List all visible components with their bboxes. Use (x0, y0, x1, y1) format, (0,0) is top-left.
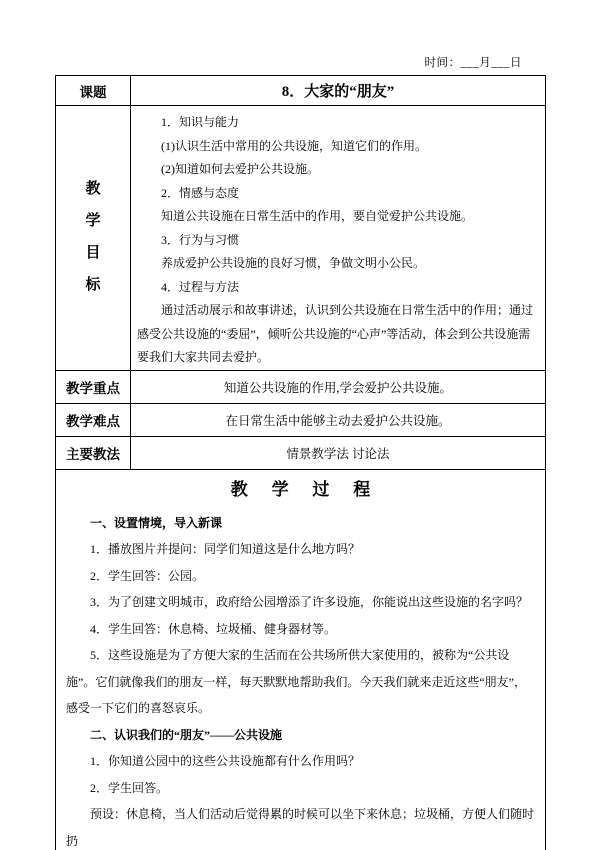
topic-row (56, 76, 546, 106)
key-points-label: 教学重点 (56, 370, 131, 403)
process-paragraph: 2．学生回答：公园。 (90, 568, 205, 583)
time-field: 时间：___月___日 (424, 57, 522, 69)
objectives-label (56, 106, 131, 371)
methods-row (56, 436, 546, 469)
objective-line: 3．行为与习惯 (161, 232, 240, 247)
process-paragraph: 2．学生回答。 (90, 780, 169, 795)
objective-line: 养成爱护公共设施的良好习惯，争做文明小公民。 (161, 256, 426, 270)
difficulties-row (56, 403, 546, 436)
key-points-row (56, 370, 546, 403)
difficulties-label: 教学难点 (56, 403, 131, 436)
objectives-label-stack (56, 182, 130, 293)
process-paragraph: 4．学生回答：休息椅、垃圾桶、健身器材等。 (90, 621, 337, 636)
objectives-row (56, 106, 546, 371)
objectives-label-char: 学 (85, 213, 101, 230)
process-heading: 教学过程 (230, 479, 394, 499)
objective-line: 1．知识与能力 (161, 115, 240, 129)
objective-line: (1)认识生活中常用的公共设施，知道它们的作用。 (161, 138, 427, 153)
difficulties-value: 在日常生活中能够主动去爱护公共设施。 (131, 403, 546, 436)
key-points-value: 知道公共设施的作用,学会爱护公共设施。 (131, 370, 546, 403)
process-paragraph: 预设：休息椅，当人们活动后觉得累的时候可以坐下来休息；垃圾桶，方便人们随时扔 (66, 807, 535, 848)
methods-label: 主要教法 (56, 436, 131, 469)
process-paragraph: 一、设置情境，导入新课 (90, 515, 223, 530)
objectives-label-char: 目 (85, 245, 101, 262)
objective-line: 知道公共设施在日常生活中的作用，要自觉爱护公共设施。 (161, 209, 474, 223)
lesson-plan-table (55, 75, 546, 850)
lesson-title: 8．大家的“朋友” (131, 76, 546, 106)
topic-label: 课题 (56, 76, 131, 106)
process-paragraph: 二、认识我们的“朋友”——公共设施 (90, 727, 283, 742)
process-row (56, 469, 546, 850)
objective-line: 通过活动展示和故事讲述，认识到公共设施在日常生活中的作用；通过感受公共设施的“委屈”，倾听公共设施的“心声”等活动，体会到公共设施需要我们大家共同去爱护。 (137, 303, 534, 364)
process-paragraph: 1．你知道公园中的这些公共设施都有什么作用吗？ (90, 754, 361, 768)
process-section (56, 469, 546, 850)
methods-value: 情景教学法 讨论法 (131, 436, 546, 469)
process-paragraph: 5．这些设施是为了方便大家的生活而在公共场所供大家使用的，被称为“公共设施”。它们就像我们的朋友一样，每天默默地帮助我们。今天我们就来走近这些“朋友”，感受一下它们的喜怒哀乐。 (66, 648, 526, 715)
process-paragraph: 1．播放图片并提问：同学们知道这是什么地方吗？ (90, 542, 361, 556)
objective-line: 2．情感与态度 (161, 185, 240, 200)
objectives-content (131, 106, 546, 371)
objective-line: 4．过程与方法 (161, 279, 240, 294)
objectives-label-char: 教 (85, 181, 101, 198)
objectives-label-char: 标 (85, 277, 101, 294)
objective-line: (2)知道如何去爱护公共设施。 (161, 162, 319, 176)
process-paragraph: 3．为了创建文明城市，政府给公园增添了许多设施，你能说出这些设施的名字吗？ (90, 595, 529, 609)
